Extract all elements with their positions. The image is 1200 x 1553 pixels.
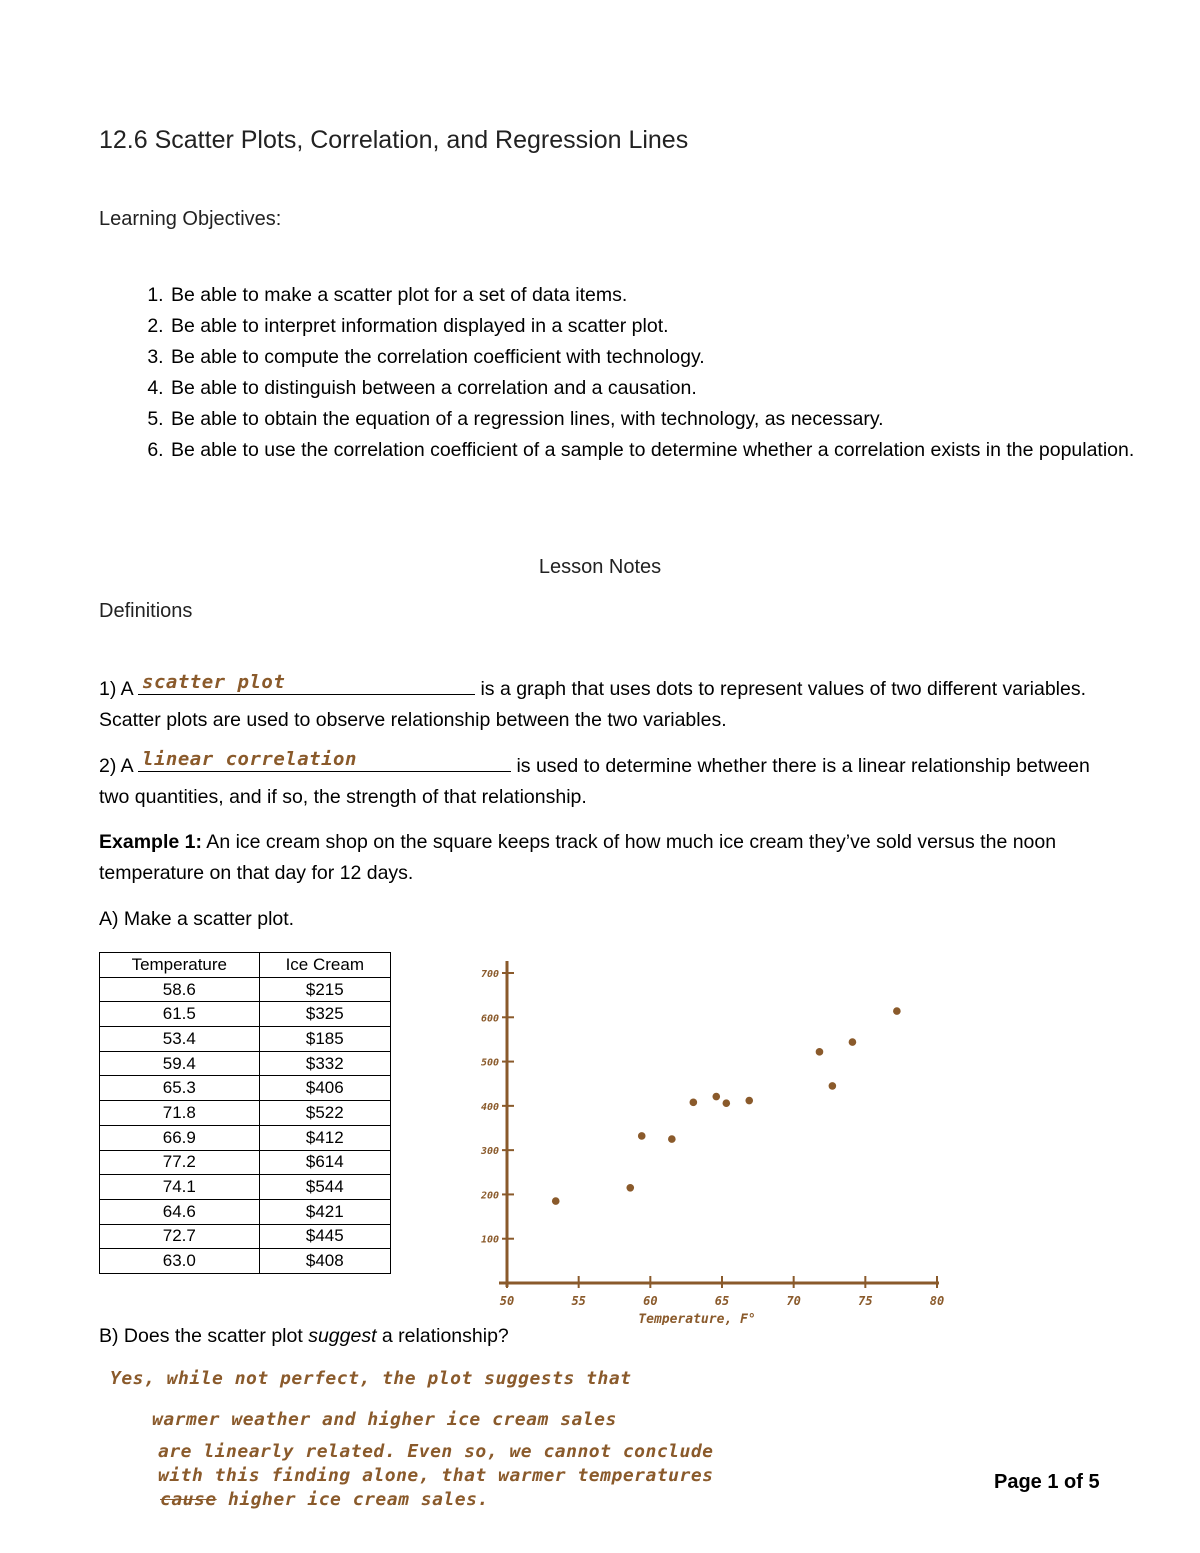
table-row	[100, 1101, 391, 1126]
cell-temperature: 53.4	[100, 1027, 260, 1052]
cell-ice-cream: $421	[259, 1199, 390, 1224]
definition-2-answer: linear correlation	[142, 748, 357, 770]
table-header-row	[100, 953, 391, 978]
objectives-list	[131, 280, 1159, 466]
data-table	[99, 952, 391, 1274]
x-tick-label: 75	[858, 1294, 873, 1308]
cell-ice-cream: $215	[259, 977, 390, 1002]
cell-temperature: 65.3	[100, 1076, 260, 1101]
table-row	[100, 1249, 391, 1274]
cell-ice-cream: $544	[259, 1175, 390, 1200]
cell-temperature: 77.2	[100, 1150, 260, 1175]
lesson-notes-heading: Lesson Notes	[538, 556, 662, 578]
table-row	[100, 1051, 391, 1076]
cell-ice-cream: $614	[259, 1150, 390, 1175]
data-point	[723, 1099, 731, 1107]
part-b-prompt	[99, 1321, 1109, 1352]
data-point	[745, 1097, 753, 1105]
definition-1-blank	[138, 672, 475, 695]
y-tick-label: 300	[480, 1146, 499, 1158]
definition-2-text: is used to determine whether there is a linear relationship between two quantities, and if so, the strength of that relationship.	[99, 755, 1090, 808]
table-row	[100, 1002, 391, 1027]
learning-objectives-label: Learning Objectives:	[99, 208, 282, 230]
example-1	[99, 827, 1109, 889]
x-tick-label: 70	[786, 1294, 801, 1308]
definition-1	[99, 672, 1109, 736]
cell-temperature: 71.8	[100, 1101, 260, 1126]
definition-2-prefix: 2) A	[99, 755, 139, 777]
answer-text: higher ice cream sales.	[216, 1489, 489, 1510]
data-point	[552, 1197, 560, 1205]
part-b-emphasis: suggest	[308, 1325, 377, 1347]
data-point	[668, 1135, 676, 1143]
answer-text: Yes, while not perfect, the plot suggests that	[110, 1368, 632, 1389]
cell-temperature: 74.1	[100, 1175, 260, 1200]
cell-temperature: 63.0	[100, 1249, 260, 1274]
scatter-plot	[455, 955, 975, 1325]
cell-temperature: 72.7	[100, 1224, 260, 1249]
table-row	[100, 1199, 391, 1224]
objective-item: 4. Be able to distinguish between a correlation and a causation.	[169, 373, 1159, 404]
cell-ice-cream: $522	[259, 1101, 390, 1126]
x-tick-label: 80	[929, 1294, 945, 1308]
y-tick-label: 600	[480, 1013, 499, 1025]
x-tick-label: 50	[499, 1294, 515, 1308]
page-number: Page 1 of 5	[994, 1471, 1100, 1493]
data-point	[849, 1038, 857, 1046]
cell-ice-cream: $445	[259, 1224, 390, 1249]
answer-text: warmer weather and higher ice cream sales	[152, 1409, 617, 1430]
column-header-ice-cream: Ice Cream	[259, 953, 390, 978]
data-point	[829, 1082, 837, 1090]
y-tick-label: 700	[480, 969, 499, 980]
part-b-prefix: B) Does the scatter plot	[99, 1325, 309, 1347]
table-row	[100, 1224, 391, 1249]
cell-temperature: 64.6	[100, 1199, 260, 1224]
definitions-heading: Definitions	[99, 600, 193, 622]
y-tick-label: 500	[480, 1057, 499, 1069]
data-point	[816, 1048, 824, 1056]
cell-temperature: 66.9	[100, 1125, 260, 1150]
answer-text: with this finding alone, that warmer temperatures	[158, 1465, 714, 1486]
definition-1-answer: scatter plot	[142, 671, 286, 693]
part-b-suffix: a relationship?	[376, 1325, 509, 1347]
cell-ice-cream: $325	[259, 1002, 390, 1027]
cell-ice-cream: $332	[259, 1051, 390, 1076]
cell-temperature: 61.5	[100, 1002, 260, 1027]
objective-item: 1. Be able to make a scatter plot for a set of data items.	[169, 280, 1159, 311]
column-header-temperature: Temperature	[100, 953, 260, 978]
data-point	[690, 1099, 698, 1107]
example-1-text: An ice cream shop on the square keeps track of how much ice cream they’ve sold versus the noon temperature on that day for 12 days.	[99, 831, 1057, 884]
table-row	[100, 977, 391, 1002]
data-point	[712, 1093, 720, 1101]
table-row	[100, 1175, 391, 1200]
table-row	[100, 1150, 391, 1175]
cell-ice-cream: $185	[259, 1027, 390, 1052]
example-1-label: Example 1:	[99, 831, 202, 853]
objective-item: 6. Be able to use the correlation coefficient of a sample to determine whether a correlation exists in the population.	[169, 435, 1159, 466]
answer-line-1	[110, 1358, 670, 1399]
y-tick-label: 200	[480, 1190, 499, 1202]
cell-ice-cream: $406	[259, 1076, 390, 1101]
page-title: 12.6 Scatter Plots, Correlation, and Regression Lines	[99, 126, 689, 154]
table-row	[100, 1027, 391, 1052]
table-row	[100, 1125, 391, 1150]
y-tick-label: 400	[480, 1101, 499, 1113]
x-tick-label: 55	[571, 1294, 586, 1308]
cell-temperature: 59.4	[100, 1051, 260, 1076]
part-a-prompt: A) Make a scatter plot.	[99, 908, 295, 930]
definition-1-prefix: 1) A	[99, 678, 139, 700]
y-tick-label: 100	[480, 1234, 499, 1246]
definition-2	[99, 749, 1109, 813]
data-point	[893, 1007, 901, 1015]
cell-ice-cream: $412	[259, 1125, 390, 1150]
answer-struck-text: cause	[160, 1489, 217, 1510]
data-point	[638, 1132, 646, 1140]
definition-1-text: is a graph that uses dots to represent values of two different variables. Scatter plots are used to observe relationship between the two variables.	[99, 678, 1087, 731]
objective-item: 3. Be able to compute the correlation coefficient with technology.	[169, 342, 1159, 373]
objective-item: 2. Be able to interpret information displayed in a scatter plot.	[169, 311, 1159, 342]
answer-line-5	[160, 1480, 720, 1520]
answer-text: are linearly related. Even so, we cannot conclude	[158, 1441, 714, 1462]
cell-temperature: 58.6	[100, 977, 260, 1002]
definition-2-blank	[138, 749, 511, 772]
x-tick-label: 65	[714, 1294, 730, 1308]
objective-item: 5. Be able to obtain the equation of a regression lines, with technology, as necessary.	[169, 404, 1159, 435]
table-row	[100, 1076, 391, 1101]
x-tick-label: 60	[643, 1294, 658, 1308]
x-axis-label: Temperature, F°	[638, 1312, 756, 1325]
data-point	[626, 1184, 634, 1192]
cell-ice-cream: $408	[259, 1249, 390, 1274]
